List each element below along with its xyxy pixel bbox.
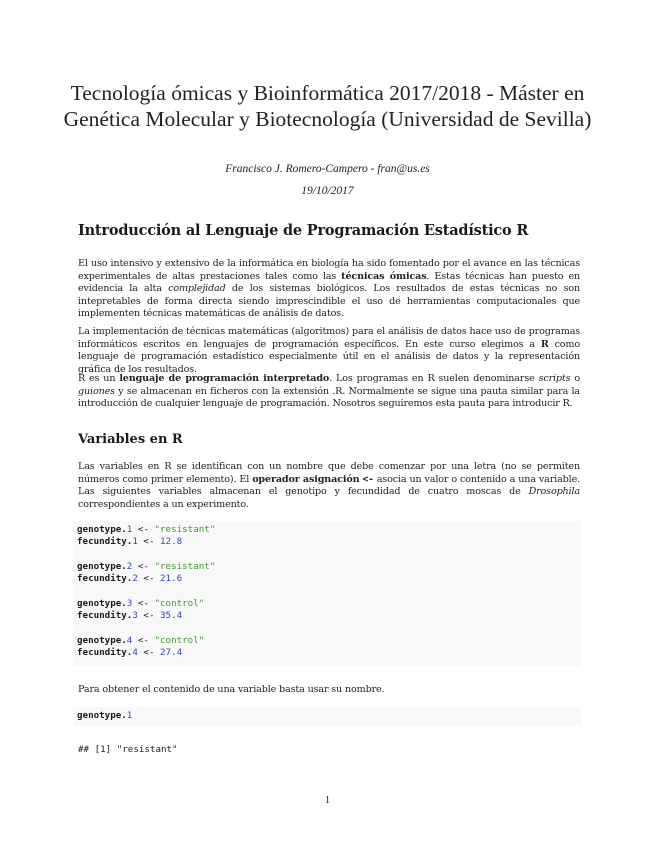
paragraph-variables-2: Para obtener el contenido de una variable basta usar su nombre. [78,684,385,695]
paragraph-variables-1 [78,461,580,511]
paragraph-intro-3 [78,373,580,411]
document-author: Francisco J. Romero-Campero - fran@us.es [225,163,430,175]
code-index: 3 [126,597,133,609]
text-run: . Los programas en R suelen denominarse [329,373,539,384]
code-index: 2 [132,573,138,585]
text-run: La implementación de técnicas matemáticas (algoritmos) para el análisis de datos hace uso de programas informáticos escritos en lenguajes de programación específicos. En este curso elegimos a [78,326,580,350]
code-line [77,524,581,536]
text-run: Las variables en R se identifican con un nombre que debe comenzar por una letra (no se permiten números como primer elemento). El [78,461,580,485]
code-block-print [73,707,581,726]
code-value: 27.4 [160,646,183,658]
italic-term-drosophila: Drosophila [528,486,580,498]
text-run: correspondientes a un experimento. [78,498,249,510]
code-index: 1 [126,524,133,535]
section-heading-intro: Introducción al Lenguaje de Programación Estadístico R [78,222,529,239]
text-run: como lenguaje de programación estadístico especialmente útil en el análisis de datos y la representación gráfica de los resultados. [78,338,581,375]
code-value: "control" [154,597,205,609]
code-operator: <- [137,536,161,548]
code-line [77,610,581,622]
document-title: Tecnología ómicas y Bioinformática 2017/2018 - Máster en Genética Molecular y Biotecnología (Universidad de Sevilla) [63,81,592,131]
code-operator: <- [137,610,161,622]
code-index: 1 [132,536,138,548]
code-line [77,536,581,548]
section-heading-variables: Variables en R [78,432,183,447]
code-operator: <- [132,560,155,572]
inline-code-assign: <- [362,473,374,485]
code-operator: <- [132,597,155,609]
text-run: El uso intensivo y extensivo de la informática en biología ha sido fomentado por el avance en las técnicas experimentales de altas prestaciones tales como las [78,258,580,282]
code-value: "resistant" [154,524,216,535]
italic-term-complejidad: complejidad [168,283,226,295]
text-run: de los sistemas biológicos. Los resultados de estas técnicas no son intepretables de forma directa siendo imprescindible el uso de herramientas computacionales que implementen técnicas matemáticas de análisis de datos. [78,283,580,320]
code-identifier: genotype. [77,524,127,535]
code-operator: <- [132,634,155,646]
code-value: 35.4 [160,610,183,622]
code-identifier: fecundity. [77,610,133,622]
text-run: R es un [78,373,120,384]
bold-term-r: R [540,338,549,350]
code-identifier: genotype. [77,634,127,646]
code-line [77,635,581,647]
italic-term-scripts: scripts [538,373,571,384]
code-index: 3 [132,610,138,622]
code-value: 21.6 [160,573,183,585]
code-value: "control" [154,634,205,646]
code-identifier: fecundity. [77,646,133,658]
code-value: "resistant" [154,560,216,572]
text-run: y se almacenan en ficheros con la extensión .R. Normalmente se sigue una pauta similar para la introducción de cualquier lenguaje de programación. Nosotros seguiremos esta pauta para introducir R. [78,385,580,410]
text-run: asocia un valor o contenido a una variable. Las siguientes variables almacenan el genotipo y fecundidad de cuatro moscas de [78,473,581,498]
code-line [77,573,581,585]
code-line [77,710,581,722]
code-line [77,647,581,659]
code-line [77,598,581,610]
code-identifier: genotype. [77,710,127,721]
code-index: 4 [132,646,138,658]
document-date: 19/10/2017 [301,185,354,197]
code-block-assignments [73,521,581,666]
text-run: . Estas técnicas han puesto en evidencia la alta [78,270,580,295]
code-blank-line [77,585,581,597]
code-value: 12.8 [160,536,183,548]
code-line [77,561,581,573]
code-blank-line [77,622,581,634]
code-operator: <- [137,573,161,585]
code-blank-line [77,549,581,561]
paragraph-intro-1 [78,258,580,321]
bold-term-operador-asignacion: operador asignación [252,473,360,485]
code-identifier: fecundity. [77,536,133,548]
code-index: 1 [126,710,133,721]
code-operator: <- [132,524,155,535]
text-run: o [570,373,580,384]
italic-term-guiones: guiones [78,385,115,397]
code-index: 2 [126,560,133,572]
code-identifier: genotype. [77,560,127,572]
code-output: ## [1] "resistant" [78,744,178,755]
page-number: 1 [324,794,331,806]
paragraph-intro-2 [78,326,580,376]
code-identifier: genotype. [77,597,127,609]
code-operator: <- [137,646,161,658]
code-identifier: fecundity. [77,573,133,585]
bold-term-lenguaje-interpretado: lenguaje de programación interpretado [119,373,330,384]
code-index: 4 [126,634,133,646]
bold-term-tecnicas-omicas: técnicas ómicas [341,270,427,282]
